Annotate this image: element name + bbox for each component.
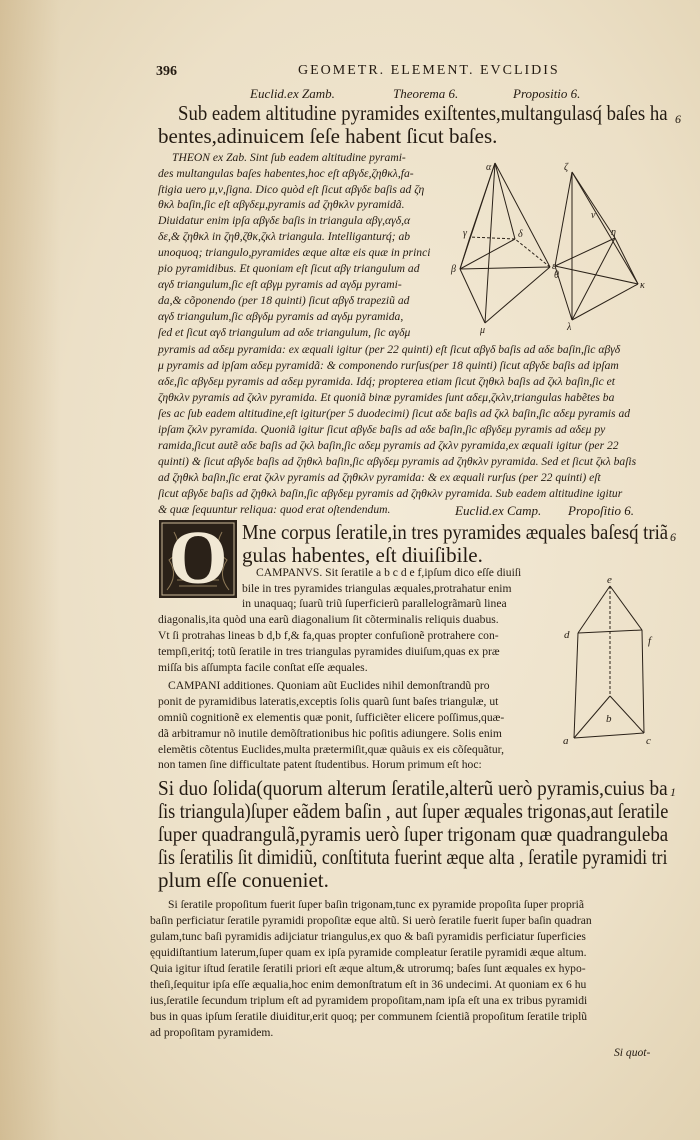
figure-label: ε (552, 261, 556, 272)
figure-label: b (606, 713, 612, 725)
initial-letter: O (168, 516, 228, 600)
figure-label: γ (463, 228, 467, 239)
source-label: Euclid.ex Camp. (455, 503, 542, 518)
commentary-line: ζηθκλν pyramis ad ζκλν pyramida. Et quoniã binæ pyramides ſunt αδεμ,ζκλν,triangulas habẽtes ba (158, 391, 615, 404)
figure-label: μ (480, 325, 486, 336)
commentary-line: ponit de pyramidibus lateratis,exceptis ſolis quarũ ſunt baſes triangulæ, ut (158, 695, 499, 708)
enunciation-line: ſis ſeratilis ſit dimidiũ, conſtituta fuerint æque alta , ſeratile pyramidi tri (158, 845, 668, 869)
running-head: GEOMETR. ELEMENT. EVCLIDIS (298, 63, 560, 78)
commentary-line: bile in tres pyramides triangulas æquales,protrahatur enim (242, 582, 512, 595)
commentary-line: Vt ſi protrahas lineas b d,b f,& fa,quas propter confuſionẽ protrahere con- (158, 629, 499, 642)
theorem-label: Theorema 6. (393, 86, 459, 101)
figure-label: e (607, 574, 612, 586)
figure-label: δ (518, 229, 523, 240)
commentary-line: quinti) & ſicut αβγδε baſis ad ζηθκλ baſin,ſic αβγδεμ pyramis ad ζηθκλν pyramida. Sed et ſicut ζκλ baſis (158, 455, 637, 468)
proposition-label: Propoſitio 6. (568, 503, 634, 518)
prism-figure (560, 574, 660, 758)
commentary-line: δε,& ζηθκλ in ζηθ,ζθκ,ζκλ triangula. Intelliganturq́; ab (158, 230, 411, 243)
commentary-line: ad propoſitam pyramidem. (150, 1026, 274, 1039)
commentary-line: diagonalis,ita quòd una earũ diagonalium ſit cõterminalis reliquis duabus. (158, 613, 499, 626)
decorated-initial (159, 516, 237, 600)
commentary-line: non tamen ſine difficultate patent ſtudentibus. Horum primum eſt hoc: (158, 758, 482, 771)
commentary-line: αγδ triangulum,ſic αβγδμ pyramis ad αγδμ pyramida, (158, 310, 404, 323)
page-number: 396 (156, 64, 177, 79)
figure-label: ν (591, 210, 596, 221)
commentary-line: θκλ baſin,ſic eſt αβγδεμ,pyramis ad ζηθκλν pyramidã. (158, 198, 405, 211)
margin-number: 6 (670, 530, 676, 544)
commentary-line: miſſa bis aſſumpta facile conſtat eſſe æquales. (158, 661, 368, 674)
figure-label: λ (567, 322, 572, 333)
figure-label: d (564, 629, 570, 641)
commentary-line: des multangulas baſes habentes,hoc eſt αβγδε,ζηθκλ,fa- (158, 167, 414, 180)
commentary-line: ipſam ζκλν pyramida. Quoniã igitur ſicut αβγδε baſis ad αδε baſin,ſic αβγδεμ pyramis ad αδεμ py (158, 423, 606, 436)
figure-label: f (648, 635, 652, 647)
commentary-line: & quæ ſequuntur reliqua: quod erat oſtendendum. (158, 503, 391, 516)
figure-label: κ (640, 280, 645, 291)
catchword: Si quot- (614, 1046, 651, 1059)
commentary-line: Si ſeratile propoſitum fuerit ſuper baſin trigonam,tunc ex pyramide propoſita ſuper propriã (168, 898, 584, 911)
commentary-line: ſed et ſicut αγδ triangulum ad αδε triangulum, ſic αγδμ (158, 326, 411, 339)
figure-label: η (611, 227, 616, 238)
commentary-line: tempſi,eritq́; totũ ſeratile in tres triangulas pyramides diuiſum,quas ex præ (158, 645, 500, 658)
commentary-line: pio pyramidibus. Et quoniam eſt ſicut αβγ triangulum ad (158, 262, 420, 275)
figure-label: β (451, 264, 456, 275)
commentary-line: ſicut αβγδε baſis ad ζηθκλ baſin,ſic αβγδεμ pyramis ad ζηθκλν pyramida. Sub eadem altitudine igitur (158, 487, 623, 500)
commentary-line: THEON ex Zab. Sint ſub eadem altitudine pyrami- (172, 151, 406, 164)
enunciation-line: Si duo ſolida(quorum alterum ſeratile,alterũ uerò pyramis,cuius ba (158, 776, 668, 800)
enunciation-line: Mne corpus ſeratile,in tres pyramides æquales baſesq́ triã (242, 520, 669, 544)
figure-label: ζ (564, 162, 569, 173)
enunciation-line: gulas habentes, eſt diuiſibile. (242, 543, 483, 567)
commentary-line: Diuidatur enim ipſa αβγδε baſis in triangula αβγ,αγδ,α (158, 214, 411, 227)
commentary-line: ſtigia uero μ,ν,ſigna. Dico quòd eſt ſicut αβγδε baſis ad ζη (158, 183, 425, 196)
commentary-line: theſi,ſequitur ipſa eſſe æqualia,hoc enim demonſtratum eſt in 36 undecimi. At quoniam ex 6 hu (150, 978, 587, 991)
enunciation-line: plum eſſe conueniet. (158, 868, 329, 892)
figure-label: c (646, 735, 651, 747)
figure-label: a (563, 735, 569, 747)
commentary-line: αδε,ſic αβγδεμ pyramis ad αδεμ pyramida. Idq́; propterea etiam ſicut ζηθκλ baſis ad ζκλ baſin,ſic et (158, 375, 615, 388)
enunciation-line: bentes,adinuicem ſeſe habent ſicut baſes. (158, 124, 498, 148)
commentary-line: da,& cõponendo (per 18 quinti) ſicut αβγδ trapeziũ ad (158, 294, 410, 307)
commentary-line: elemẽtis cõtentus Euclides,multa prætermiſit,quæ quãuis ex eis cõſequãtur, (158, 743, 504, 756)
margin-number: 1 (670, 785, 676, 799)
commentary-line: dã arbitramur nõ inutile demõſtrationibus hic poſitis adiungere. Solis enim (158, 727, 502, 740)
source-label: Euclid.ex Zamb. (250, 86, 335, 101)
enunciation-line: ſis triangula)ſuper eãdem baſin , aut ſuper æquales trigonas,aut ſeratile (158, 799, 669, 823)
proposition-label: Propositio 6. (513, 86, 581, 101)
pyramid-figure (450, 158, 650, 336)
commentary-line: in unaquaq; ſuarũ triũ ſuperficierũ parallelogrãmarũ linea (242, 597, 507, 610)
commentary-line: ramida,ſicut autẽ αδε baſis ad ζκλ baſin,ſic αδεμ pyramis ad ζκλν pyramida,ex æquali igitur (per 22 (158, 439, 619, 452)
commentary-line: Quia igitur iſtud ſeratile ſeratili priori eſt æque altum,& utrorumq; baſes ſunt æquales ex hypo- (150, 962, 586, 975)
commentary-line: bus in quas ipſum ſeratile diuiditur,erit quoq; per communem ſcientiã propoſitum ſeratile triplũ (150, 1010, 588, 1023)
commentary-line: μ pyramis ad ipſam αδεμ pyramidã: & componendo rurſus(per 18 quinti) ſicut αβγδε baſis ad ipſam (158, 359, 619, 372)
commentary-line: ęquidiſtantium laterum,ſuper quam ex ipſa pyramide compleatur ſeratile pyramidi æque altum. (150, 946, 587, 959)
commentary-line: CAMPANVS. Sit ſeratile a b c d e f,ipſum dico eſſe diuiſi (256, 566, 522, 579)
commentary-line: αγδ triangulum,ſic eſt αβγμ pyramis ad αγδμ pyrami- (158, 278, 402, 291)
figure-label: α (486, 162, 492, 173)
commentary-line: pyramis ad αδεμ pyramida: ex æquali igitur (per 22 quinti) eſt ſicut αβγδ baſis ad αδε baſin,ſic αβγδ (158, 343, 621, 356)
figure-label: θ (554, 270, 559, 281)
commentary-line: ius,ſeratile ſecundum triplum eſt ad pyramidem propoſitam,nam ipſa eſt una ex tribus pyramidi (150, 994, 588, 1007)
commentary-line: unoquoq; triangulo,pyramides æque altæ eis quæ in princi (158, 246, 431, 259)
commentary-line: baſin perficiatur ſeratile pyramidi propoſitæ eque altũ. Si uerò ſeratile fuerit ſuper baſin quadran (150, 914, 592, 927)
commentary-line: omniũ cognitionẽ ex elementis quæ ponit, ſufficiẽter elicere poſſimus,quæ- (158, 711, 505, 724)
commentary-line: ſes ac ſub eadem altitudine,eſt igitur(per 5 duodecimi) ſicut αδε baſis ad ζκλ baſin,ſic αδεμ pyramis ad (158, 407, 631, 420)
margin-number: 6 (675, 112, 681, 126)
enunciation-line: Sub eadem altitudine pyramides exiſtentes,multangulasq́ baſes ha (178, 101, 668, 125)
commentary-line: ad ζηθκλ baſin,ſic erat ζκλν pyramis ad ζηθκλν pyramida: & ex æquali rurſus (per 22 quinti) eſt (158, 471, 601, 484)
enunciation-line: ſuper quadrangulã,pyramis uerò ſuper trigonam quæ quadranguleba (158, 822, 669, 846)
commentary-line: gulam,tunc baſi pyramidis adijciatur triangulus,ex quo & baſi pyramidis perficiatur ſuperficies (150, 930, 586, 943)
commentary-line: CAMPANI additiones. Quoniam aũt Euclides nihil demonſtrandũ pro (168, 679, 490, 692)
